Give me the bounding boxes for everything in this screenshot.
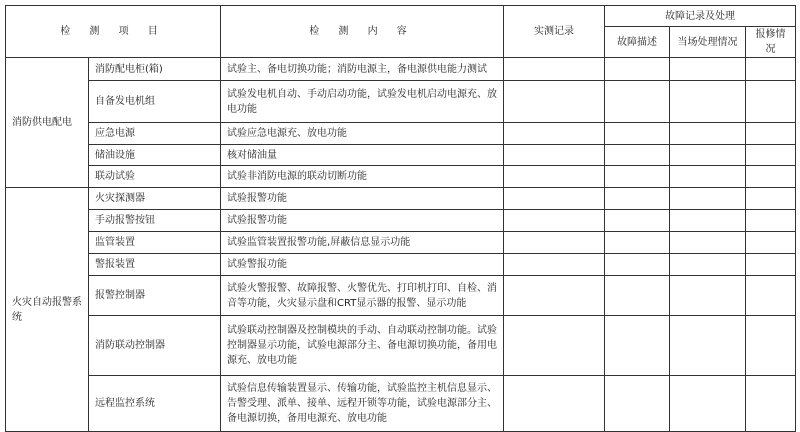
content-cell: 试验应急电源充、放电功能	[221, 123, 504, 145]
record-cell[interactable]	[504, 145, 605, 166]
item-cell: 报警控制器	[89, 276, 221, 316]
item-cell: 联动试验	[89, 166, 221, 188]
repair-cell[interactable]	[746, 166, 796, 188]
content-cell: 试验发电机自动、手动启动功能，试验发电机启动电源充、放电功能	[221, 81, 504, 123]
repair-cell[interactable]	[746, 210, 796, 232]
repair-cell[interactable]	[746, 145, 796, 166]
record-cell[interactable]	[504, 210, 605, 232]
inspection-table	[5, 5, 796, 432]
repair-cell[interactable]	[746, 232, 796, 254]
table-row	[6, 316, 796, 376]
record-cell[interactable]	[504, 316, 605, 376]
onsite-cell[interactable]	[670, 254, 746, 276]
onsite-cell[interactable]	[670, 316, 746, 376]
category-cell: 火灾自动报警系统	[6, 188, 89, 432]
item-cell: 手动报警按钮	[89, 210, 221, 232]
repair-cell[interactable]	[746, 276, 796, 316]
onsite-cell[interactable]	[670, 145, 746, 166]
item-cell: 火灾探测器	[89, 188, 221, 210]
item-cell: 储油设施	[89, 145, 221, 166]
fault-desc-cell[interactable]	[605, 210, 670, 232]
content-cell: 试验警报功能	[221, 254, 504, 276]
item-cell: 消防配电柜(箱)	[89, 58, 221, 81]
repair-cell[interactable]	[746, 254, 796, 276]
category-cell: 消防供电配电	[6, 58, 89, 188]
table-row	[6, 210, 796, 232]
table-row	[6, 81, 796, 123]
content-cell: 试验报警功能	[221, 188, 504, 210]
table-row	[6, 276, 796, 316]
record-cell[interactable]	[504, 81, 605, 123]
content-cell: 试验监管装置报警功能,屏蔽信息显示功能	[221, 232, 504, 254]
record-cell[interactable]	[504, 166, 605, 188]
header-fault-desc: 故障描述	[605, 27, 670, 58]
table-row	[6, 123, 796, 145]
item-cell: 警报装置	[89, 254, 221, 276]
onsite-cell[interactable]	[670, 58, 746, 81]
repair-cell[interactable]	[746, 123, 796, 145]
onsite-cell[interactable]	[670, 166, 746, 188]
fault-desc-cell[interactable]	[605, 232, 670, 254]
table-row	[6, 254, 796, 276]
item-cell: 应急电源	[89, 123, 221, 145]
table-row	[6, 145, 796, 166]
fault-desc-cell[interactable]	[605, 376, 670, 432]
item-cell: 消防联动控制器	[89, 316, 221, 376]
content-cell: 试验信息传输装置显示、传输功能，试验监控主机信息显示、告警受理、派单、接单、远程开锁等功能，试验电源部分主、备电源切换，备用电源充、放电功能	[221, 376, 504, 432]
header-repair: 报修情况	[746, 27, 796, 58]
onsite-cell[interactable]	[670, 123, 746, 145]
record-cell[interactable]	[504, 188, 605, 210]
repair-cell[interactable]	[746, 58, 796, 81]
onsite-cell[interactable]	[670, 81, 746, 123]
content-cell: 试验主、备电切换功能；消防电源主，备电源供电能力测试	[221, 58, 504, 81]
content-cell: 核对储油量	[221, 145, 504, 166]
record-cell[interactable]	[504, 276, 605, 316]
repair-cell[interactable]	[746, 81, 796, 123]
header-row-1	[6, 6, 796, 27]
onsite-cell[interactable]	[670, 376, 746, 432]
repair-cell[interactable]	[746, 316, 796, 376]
content-cell: 试验火警报警、故障报警、火警优先、打印机打印、自检、消音等功能，火灾显示盘和CRT显示器的报警、显示功能	[221, 276, 504, 316]
item-cell: 远程监控系统	[89, 376, 221, 432]
content-cell: 试验联动控制器及控制模块的手动、自动联动控制功能。试验控制器显示功能，试验电源部分主、备电源切换功能，备用电源充、放电功能	[221, 316, 504, 376]
onsite-cell[interactable]	[670, 276, 746, 316]
onsite-cell[interactable]	[670, 232, 746, 254]
record-cell[interactable]	[504, 254, 605, 276]
fault-desc-cell[interactable]	[605, 316, 670, 376]
record-cell[interactable]	[504, 123, 605, 145]
item-cell: 监管装置	[89, 232, 221, 254]
header-record: 实测记录	[504, 6, 605, 58]
fault-desc-cell[interactable]	[605, 123, 670, 145]
table-row	[6, 188, 796, 210]
table-row	[6, 58, 796, 81]
record-cell[interactable]	[504, 58, 605, 81]
record-cell[interactable]	[504, 376, 605, 432]
fault-desc-cell[interactable]	[605, 145, 670, 166]
fault-desc-cell[interactable]	[605, 58, 670, 81]
fault-desc-cell[interactable]	[605, 254, 670, 276]
header-item: 检 测 项 目	[6, 6, 221, 58]
onsite-cell[interactable]	[670, 188, 746, 210]
repair-cell[interactable]	[746, 376, 796, 432]
table-row	[6, 376, 796, 432]
item-cell: 自备发电机组	[89, 81, 221, 123]
content-cell: 试验非消防电源的联动切断功能	[221, 166, 504, 188]
header-onsite: 当场处理情况	[670, 27, 746, 58]
table-row	[6, 232, 796, 254]
onsite-cell[interactable]	[670, 210, 746, 232]
fault-desc-cell[interactable]	[605, 81, 670, 123]
repair-cell[interactable]	[746, 188, 796, 210]
header-content: 检 测 内 容	[221, 6, 504, 58]
record-cell[interactable]	[504, 232, 605, 254]
table-row	[6, 166, 796, 188]
fault-desc-cell[interactable]	[605, 166, 670, 188]
fault-desc-cell[interactable]	[605, 188, 670, 210]
header-fault-group: 故障记录及处理	[605, 6, 796, 27]
content-cell: 试验报警功能	[221, 210, 504, 232]
fault-desc-cell[interactable]	[605, 276, 670, 316]
